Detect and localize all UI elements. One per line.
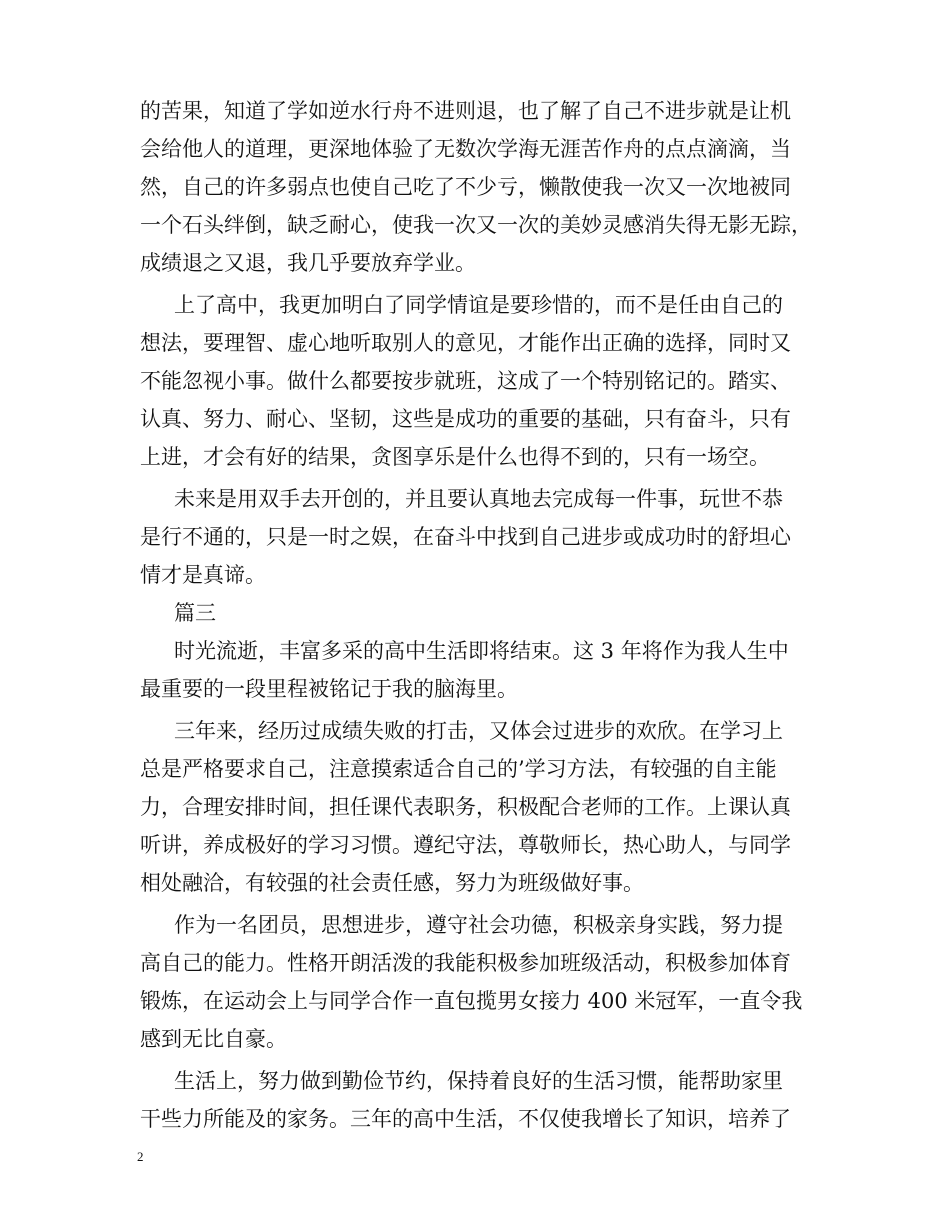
text-line: 未来是用双手去开创的，并且要认真地去完成每一件事，玩世不恭 [174,487,783,511]
text-line: 相处融洽，有较强的社会责任感，努力为班级做好事。 [140,871,644,895]
text-line: 的苦果，知道了学如逆水行舟不进则退，也了解了自己不进步就是让机 [140,99,791,123]
text-line: 听讲，养成极好的学习习惯。遵纪守法，尊敬师长，热心助人，与同学 [140,833,791,857]
text-line: 干些力所能及的家务。三年的高中生活，不仅使我增长了知识，培养了 [140,1107,791,1131]
text-line: 作为一名团员，思想进步，遵守社会功德，积极亲身实践，努力提 [174,913,783,937]
text-line: 力，合理安排时间，担任课代表职务，积极配合老师的工作。上课认真 [140,795,791,819]
text-line: 上进，才会有好的结果，贪图享乐是什么也得不到的，只有一场空。 [140,445,770,469]
text-line: 会给他人的道理，更深地体验了无数次学海无涯苦作舟的点点滴滴，当 [140,137,791,161]
text-line: 上了高中，我更加明白了同学情谊是要珍惜的，而不是任由自己的 [174,293,783,317]
text-line: 认真、努力、耐心、坚韧，这些是成功的重要的基础，只有奋斗，只有 [140,407,791,431]
text-line: 高自己的能力。性格开朗活泼的我能积极参加班级活动，积极参加体育 [140,951,791,975]
text-line: 时光流逝，丰富多采的高中生活即将结束。这 3 年将作为我人生中 [174,639,789,663]
text-line: 感到无比自豪。 [140,1027,287,1051]
text-line: 最重要的一段里程被铭记于我的脑海里。 [140,677,518,701]
text-line: 是行不通的，只是一时之娱，在奋斗中找到自己进步或成功时的舒坦心 [140,525,791,549]
text-line: 然，自己的许多弱点也使自己吃了不少亏，懒散使我一次又一次地被同 [140,175,791,199]
text-line: 总是严格要求自己，注意摸索适合自己的’学习方法，有较强的自主能 [140,757,777,781]
text-line: 生活上，努力做到勤俭节约，保持着良好的生活习惯，能帮助家里 [174,1069,783,1093]
text-line: 不能忽视小事。做什么都要按步就班，这成了一个特别铭记的。踏实、 [140,369,791,393]
text-line: 情才是真谛。 [140,563,266,587]
text-line: 成绩退之又退，我几乎要放弃学业。 [140,251,476,275]
text-line: 想法，要理智、虚心地听取别人的意见，才能作出正确的选择，同时又 [140,331,791,355]
text-line: 锻炼，在运动会上与同学合作一直包揽男女接力 400 米冠军，一直令我 [140,989,803,1013]
text-line: 三年来，经历过成绩失败的打击，又体会过进步的欢欣。在学习上 [174,719,783,743]
text-line: 一个石头绊倒，缺乏耐心，使我一次又一次的美妙灵感消失得无影无踪， [140,213,812,237]
text-line: 篇三 [174,601,216,625]
page-number: 2 [137,1149,144,1164]
